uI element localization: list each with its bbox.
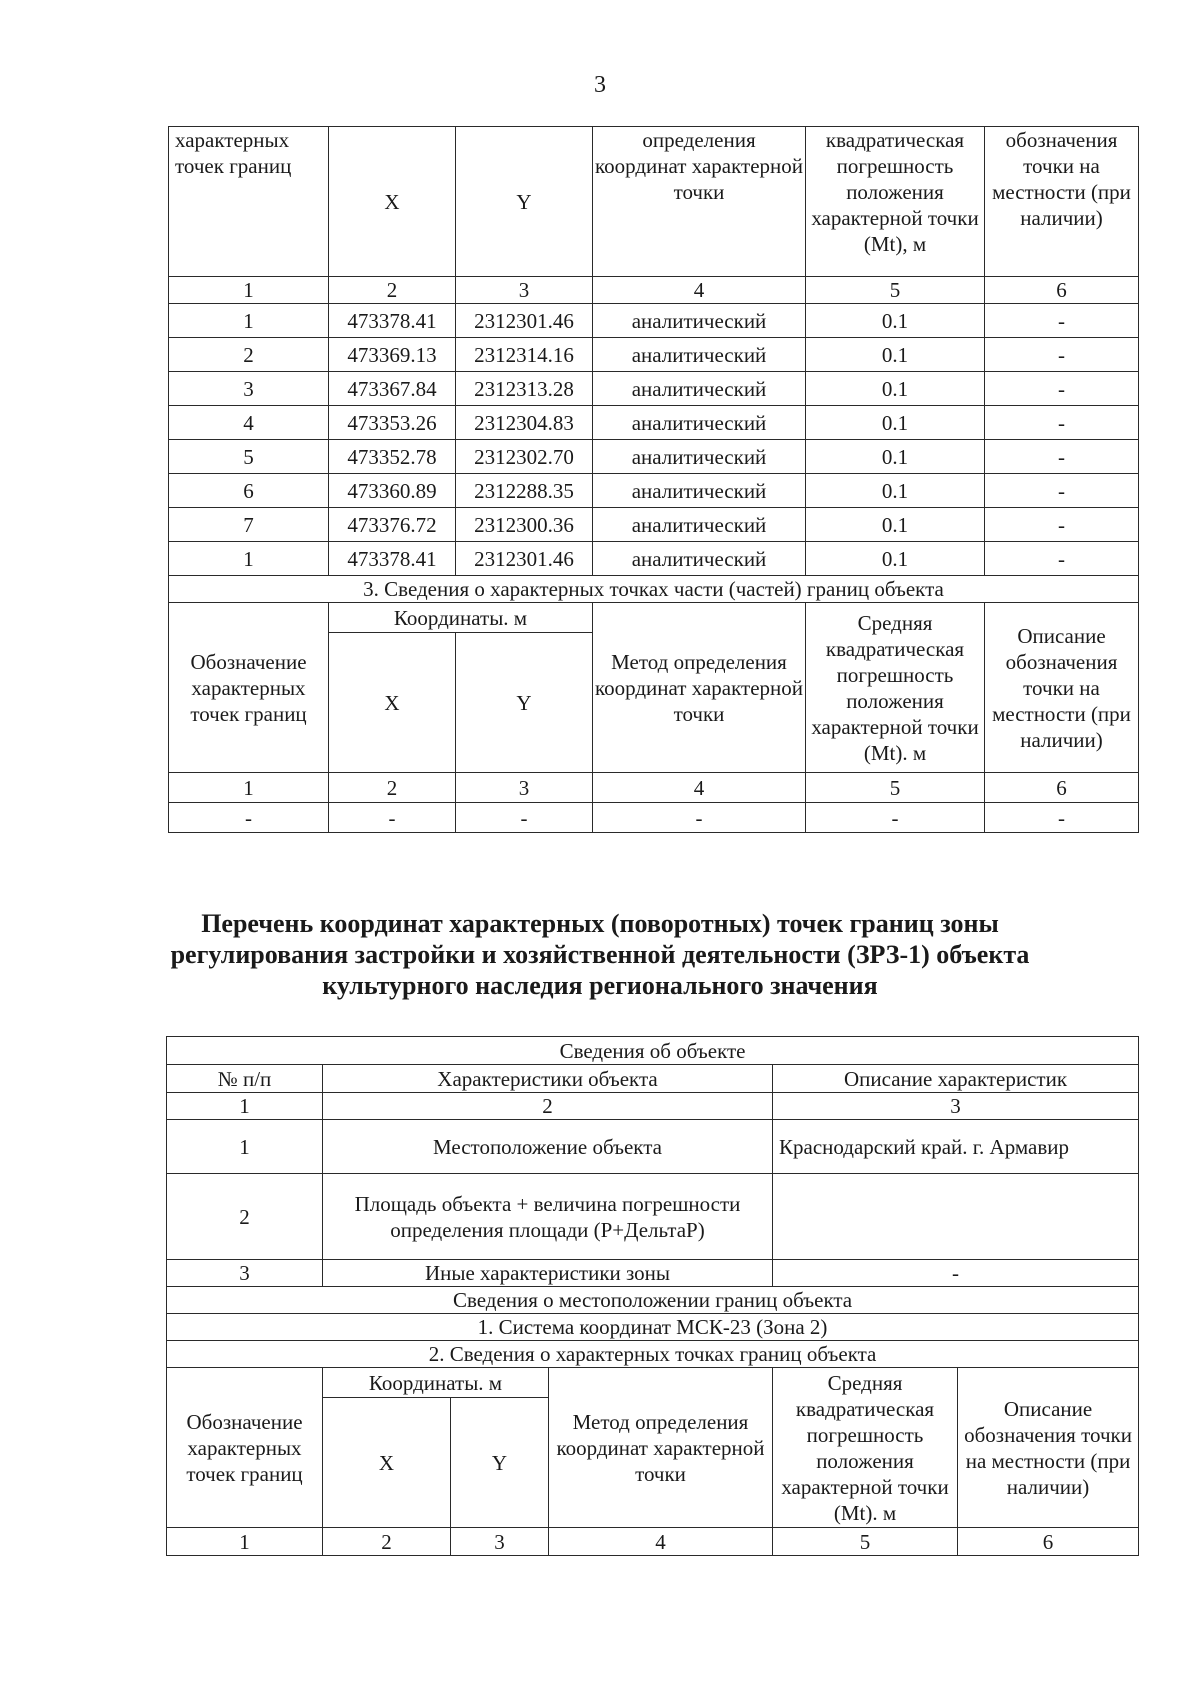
col-number: 2	[323, 1528, 451, 1556]
row-num: 2	[167, 1174, 323, 1260]
col-header-desc: Описание характеристик	[773, 1065, 1139, 1093]
table-row	[169, 508, 1139, 542]
col-number: 5	[773, 1528, 958, 1556]
point-x: 473378.41	[329, 304, 456, 338]
point-description: -	[985, 406, 1139, 440]
col-number: 5	[806, 773, 985, 803]
point-error: 0.1	[806, 304, 985, 338]
row-char: Площадь объекта + величина погрешности определения площади (P+ДельтаP)	[323, 1174, 773, 1260]
point-description: -	[985, 474, 1139, 508]
point-x: 473352.78	[329, 440, 456, 474]
table-row	[167, 1120, 1139, 1174]
table-row	[169, 338, 1139, 372]
heading-line: культурного наследия регионального значения	[322, 971, 878, 1000]
location-title: Сведения о местоположении границ объекта	[167, 1287, 1139, 1314]
col-header-x: X	[329, 633, 456, 773]
point-y: 2312304.83	[456, 406, 593, 440]
object-title: Сведения об объекте	[167, 1037, 1139, 1065]
point-error: 0.1	[806, 474, 985, 508]
col-number: 6	[985, 277, 1139, 304]
col-number: 1	[167, 1528, 323, 1556]
point-description: -	[985, 372, 1139, 406]
heading-line: регулирования застройки и хозяйственной деятельности (ЗРЗ-1) объекта	[170, 940, 1030, 969]
col-number: 4	[593, 773, 806, 803]
point-method: аналитический	[593, 440, 806, 474]
table-row	[169, 406, 1139, 440]
row-desc: -	[773, 1260, 1139, 1287]
point-x: 473360.89	[329, 474, 456, 508]
col-header-coords: Координаты. м	[329, 603, 593, 633]
point-id: 1	[169, 304, 329, 338]
col-number: 3	[773, 1093, 1139, 1120]
col-number: 4	[549, 1528, 773, 1556]
point-id: 4	[169, 406, 329, 440]
col-number: 5	[806, 277, 985, 304]
col-header-coords: Координаты. м	[323, 1368, 549, 1398]
point-method: аналитический	[593, 372, 806, 406]
page-number: 3	[594, 72, 606, 98]
point-error: 0.1	[806, 542, 985, 576]
point-method: аналитический	[593, 474, 806, 508]
col-header-char: Характеристики объекта	[323, 1065, 773, 1093]
point-error: 0.1	[806, 338, 985, 372]
point-id: 1	[169, 542, 329, 576]
point-error: 0.1	[806, 406, 985, 440]
point-description: -	[985, 304, 1139, 338]
point-y: 2312288.35	[456, 474, 593, 508]
point-y: 2312314.16	[456, 338, 593, 372]
row-desc: Краснодарский край. г. Армавир	[773, 1120, 1139, 1174]
point-method: аналитический	[593, 304, 806, 338]
point-id: 2	[169, 338, 329, 372]
col-number: 3	[451, 1528, 549, 1556]
col-header-points: Обозначение характерных точек границ	[167, 1368, 323, 1528]
col-number: 6	[958, 1528, 1139, 1556]
empty-cell: -	[985, 803, 1139, 833]
col-number: 2	[329, 773, 456, 803]
col-header-y: Y	[451, 1398, 549, 1528]
point-error: 0.1	[806, 440, 985, 474]
point-y: 2312301.46	[456, 542, 593, 576]
point-method: аналитический	[593, 542, 806, 576]
col-header-y: Y	[456, 633, 593, 773]
col-header-points: Обозначение характерных точек границ	[169, 603, 329, 773]
col-header-error: Средняя квадратическая погрешность положения характерной точки (Mt). м	[773, 1368, 958, 1528]
point-id: 7	[169, 508, 329, 542]
point-id: 3	[169, 372, 329, 406]
empty-cell: -	[329, 803, 456, 833]
heading-line: Перечень координат характерных (поворотных) точек границ зоны	[201, 909, 999, 938]
col-number: 2	[323, 1093, 773, 1120]
table-row	[169, 440, 1139, 474]
point-description: -	[985, 508, 1139, 542]
row-num: 3	[167, 1260, 323, 1287]
col-header-num: № п/п	[167, 1065, 323, 1093]
point-description: -	[985, 338, 1139, 372]
point-method: аналитический	[593, 338, 806, 372]
point-description: -	[985, 542, 1139, 576]
table-row	[169, 803, 1139, 833]
col-number: 1	[169, 277, 329, 304]
col-number: 1	[169, 773, 329, 803]
col-header-x: X	[323, 1398, 451, 1528]
point-y: 2312302.70	[456, 440, 593, 474]
point-x: 473378.41	[329, 542, 456, 576]
col-header-x: X	[329, 127, 456, 277]
table-row	[169, 304, 1139, 338]
point-id: 5	[169, 440, 329, 474]
row-desc	[773, 1174, 1139, 1260]
col-header-y: Y	[456, 127, 593, 277]
points-title: 2. Сведения о характерных точках границ объекта	[167, 1341, 1139, 1368]
col-number: 3	[456, 773, 593, 803]
col-header-method: Метод определения координат характерной точки	[593, 603, 806, 773]
point-y: 2312313.28	[456, 372, 593, 406]
col-header-error: Средняя квадратическая погрешность положения характерной точки (Mt). м	[806, 603, 985, 773]
table-row	[169, 474, 1139, 508]
col-header-method: определения координат характерной точки	[593, 127, 806, 277]
table-row	[169, 542, 1139, 576]
row-char: Местоположение объекта	[323, 1120, 773, 1174]
table-row	[167, 1174, 1139, 1260]
zone-table	[166, 1036, 1139, 1556]
col-number: 3	[456, 277, 593, 304]
point-id: 6	[169, 474, 329, 508]
row-char: Иные характеристики зоны	[323, 1260, 773, 1287]
point-method: аналитический	[593, 508, 806, 542]
row-num: 1	[167, 1120, 323, 1174]
point-error: 0.1	[806, 508, 985, 542]
col-number: 1	[167, 1093, 323, 1120]
col-header-error: квадратическая погрешность положения характерной точки (Mt), м	[806, 127, 985, 277]
col-header-description: Описание обозначения точки на местности (при наличии)	[985, 603, 1139, 773]
col-number: 6	[985, 773, 1139, 803]
col-header-description: Описание обозначения точки на местности (при наличии)	[958, 1368, 1139, 1528]
col-header-method: Метод определения координат характерной точки	[549, 1368, 773, 1528]
table-row	[167, 1260, 1139, 1287]
empty-cell: -	[169, 803, 329, 833]
point-method: аналитический	[593, 406, 806, 440]
points-table-continued	[168, 126, 1139, 833]
point-description: -	[985, 440, 1139, 474]
empty-cell: -	[593, 803, 806, 833]
point-y: 2312301.46	[456, 304, 593, 338]
table-row	[169, 372, 1139, 406]
point-x: 473367.84	[329, 372, 456, 406]
section-heading	[0, 908, 1200, 1001]
col-number: 4	[593, 277, 806, 304]
point-y: 2312300.36	[456, 508, 593, 542]
col-header-points: характерных точек границ	[169, 127, 329, 277]
col-header-description: обозначения точки на местности (при наличии)	[985, 127, 1139, 277]
point-error: 0.1	[806, 372, 985, 406]
col-number: 2	[329, 277, 456, 304]
system-title: 1. Система координат МСК-23 (Зона 2)	[167, 1314, 1139, 1341]
empty-cell: -	[806, 803, 985, 833]
point-x: 473369.13	[329, 338, 456, 372]
section-title: 3. Сведения о характерных точках части (частей) границ объекта	[169, 576, 1139, 603]
point-x: 473376.72	[329, 508, 456, 542]
empty-cell: -	[456, 803, 593, 833]
point-x: 473353.26	[329, 406, 456, 440]
